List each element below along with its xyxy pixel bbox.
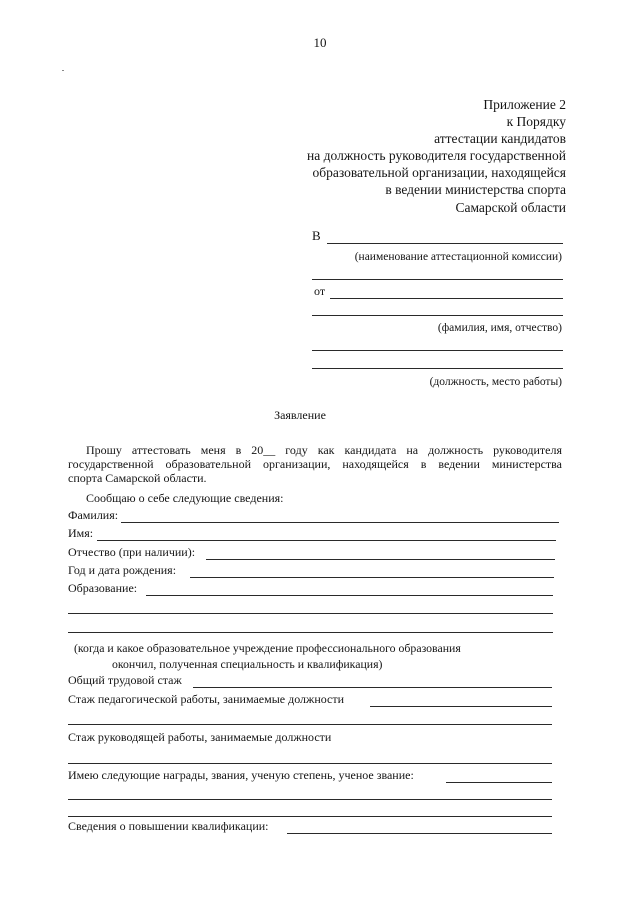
- total-experience-label: Общий трудовой стаж: [68, 673, 182, 687]
- scan-mark: [62, 70, 64, 71]
- qualification-field[interactable]: [287, 833, 552, 834]
- from-prefix: от: [314, 284, 326, 298]
- page-number: 10: [313, 35, 327, 50]
- info-intro: Сообщаю о себе следующие сведения:: [86, 491, 284, 505]
- applicant-line[interactable]: [330, 298, 563, 299]
- commission-caption: (наименование аттестационной комиссии): [354, 251, 562, 263]
- appendix-line: в ведении министерства спорта: [385, 182, 566, 197]
- position-caption: (должность, место работы): [429, 376, 562, 388]
- appendix-line: образовательной организации, находящейся: [312, 165, 566, 180]
- applicant-line-2[interactable]: [312, 315, 563, 316]
- appendix-line: Приложение 2: [483, 97, 566, 112]
- education-field-3[interactable]: [68, 632, 553, 633]
- teaching-experience-label: Стаж педагогической работы, занимаемые должности: [68, 692, 345, 706]
- education-field-2[interactable]: [68, 613, 553, 614]
- intro-line: Прошу аттестовать меня в 20__ году как кандидата на должность руководителя: [86, 443, 562, 457]
- birth-label: Год и дата рождения:: [68, 563, 177, 577]
- teaching-experience-field[interactable]: [370, 706, 552, 707]
- awards-label: Имею следующие награды, звания, ученую степень, ученое звание:: [68, 768, 414, 782]
- education-note: окончил, полученная специальность и квалификация): [112, 657, 383, 671]
- patronymic-field[interactable]: [206, 559, 555, 560]
- total-experience-field[interactable]: [193, 687, 552, 688]
- to-prefix: В: [312, 228, 321, 243]
- qualification-label: Сведения о повышении квалификации:: [68, 819, 269, 833]
- position-line-2[interactable]: [312, 368, 563, 369]
- name-caption: (фамилия, имя, отчество): [437, 322, 562, 334]
- commission-line[interactable]: [327, 243, 563, 244]
- education-label: Образование:: [68, 581, 138, 595]
- management-experience-label: Стаж руководящей работы, занимаемые должности: [68, 730, 332, 744]
- management-experience-field[interactable]: [68, 763, 552, 764]
- intro-line: спорта Самарской области.: [68, 471, 207, 485]
- appendix-line: к Порядку: [506, 114, 566, 129]
- position-line[interactable]: [312, 350, 563, 351]
- teaching-experience-field-2[interactable]: [68, 724, 552, 725]
- patronymic-label: Отчество (при наличии):: [68, 545, 196, 559]
- birth-field[interactable]: [190, 577, 554, 578]
- awards-field-3[interactable]: [68, 816, 552, 817]
- education-field[interactable]: [146, 595, 553, 596]
- awards-field-2[interactable]: [68, 799, 552, 800]
- surname-field[interactable]: [121, 522, 559, 523]
- name-label: Имя:: [68, 526, 94, 540]
- appendix-line: Самарской области: [455, 200, 566, 215]
- document-title: Заявление: [274, 408, 326, 422]
- name-field[interactable]: [97, 540, 556, 541]
- surname-label: Фамилия:: [68, 508, 119, 522]
- intro-paragraph: [68, 443, 562, 485]
- awards-field[interactable]: [446, 782, 552, 783]
- appendix-line: аттестации кандидатов: [434, 131, 566, 146]
- appendix-line: на должность руководителя государственной: [307, 148, 566, 163]
- intro-line: государственной образовательной организации, находящейся в ведении министерства: [68, 457, 562, 471]
- commission-line-2[interactable]: [312, 279, 563, 280]
- education-note: (когда и какое образовательное учреждение профессионального образования: [74, 641, 461, 655]
